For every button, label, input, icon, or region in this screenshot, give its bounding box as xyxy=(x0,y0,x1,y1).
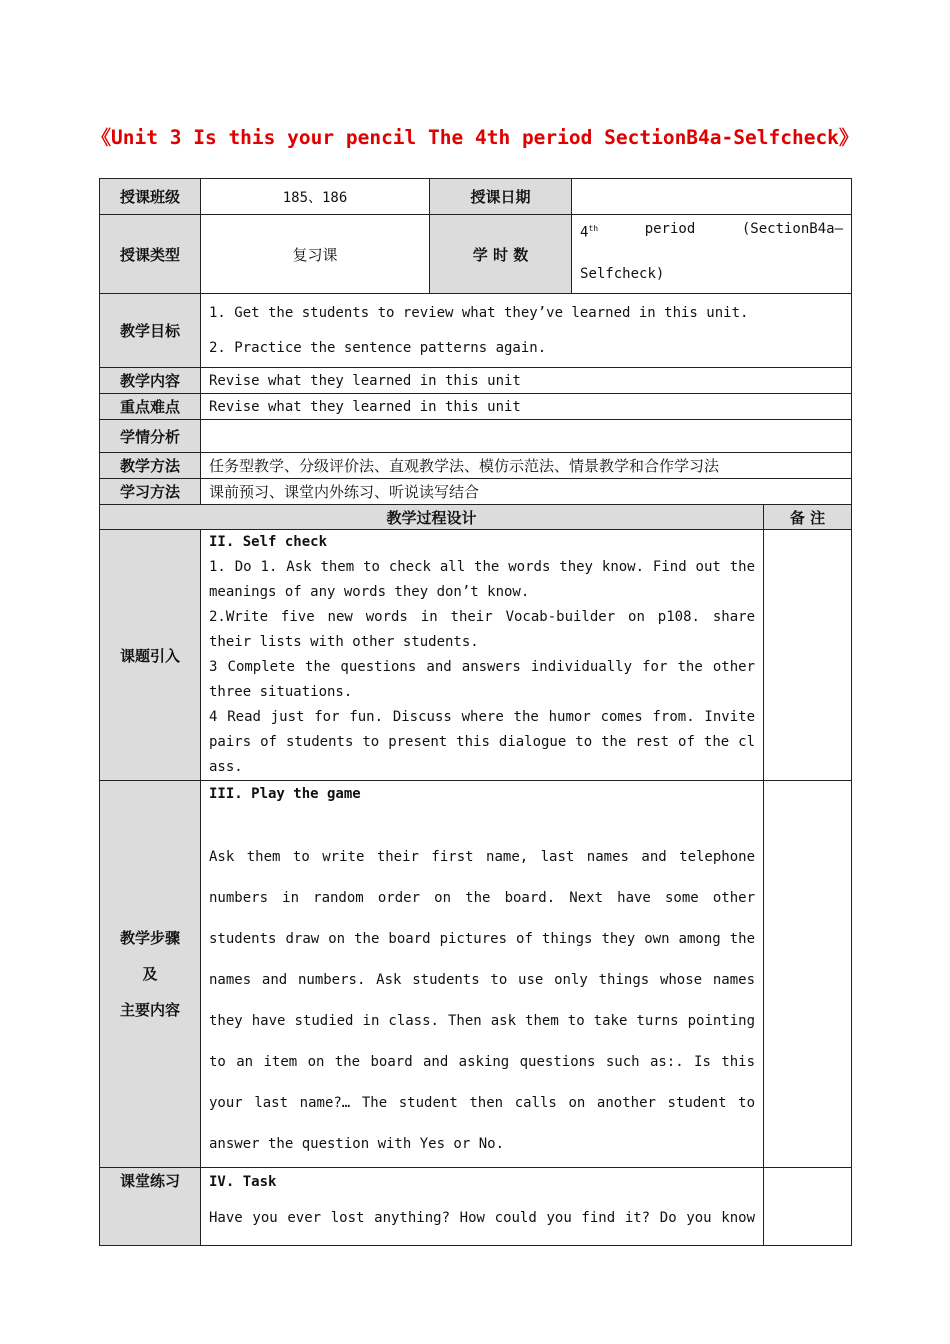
row-teaching-method xyxy=(100,453,852,479)
steps-label xyxy=(100,781,201,1168)
analysis-label: 学情分析 xyxy=(100,420,201,453)
objective-item: 2. Practice the sentence patterns again. xyxy=(209,339,547,356)
date-value xyxy=(572,179,852,215)
steps-label-line: 及 xyxy=(142,965,158,983)
class-label: 授课班级 xyxy=(100,179,201,215)
notes-header: 备 注 xyxy=(764,505,852,530)
content-label: 教学内容 xyxy=(100,368,201,394)
hours-line-1 xyxy=(580,219,843,243)
intro-heading: II. Self check xyxy=(209,534,328,550)
steps-paragraph: Ask them to write their first name, last names and telephone numbers in random order on the board. Next have some other students draw on the board pictures of things they own among the names and numbers. Ask students to use only things whose names they have studied in class. Then ask them to take turns pointing to an item on the board and asking questions such as:. Is this your last name?… The student then calls on another student to answer the question with Yes or No. xyxy=(209,849,756,1152)
learning-method-value: 课前预习、课堂内外练习、听说读写结合 xyxy=(201,479,852,505)
hours-suffix: th xyxy=(588,224,599,233)
steps-heading: III. Play the game xyxy=(209,786,361,802)
intro-step: 4 Read just for fun. Discuss where the humor comes from. Invite pairs of students to present this dialogue to the rest of the cl ass. xyxy=(209,709,756,775)
intro-step: 3 Complete the questions and answers individually for the other three situations. xyxy=(209,659,756,700)
intro-notes xyxy=(764,530,852,781)
key-points-value: Revise what they learned in this unit xyxy=(201,394,852,420)
steps-label-line: 教学步骤 xyxy=(119,929,180,947)
row-key-points xyxy=(100,394,852,420)
teaching-method-label: 教学方法 xyxy=(100,453,201,479)
hours-section: (SectionB4a— xyxy=(741,221,844,237)
date-label: 授课日期 xyxy=(430,179,572,215)
teaching-method-value: 任务型教学、分级评价法、直观教学法、模仿示范法、情景教学和合作学习法 xyxy=(201,453,852,479)
hours-word: period xyxy=(644,221,696,237)
class-value: 185、186 xyxy=(201,179,430,215)
objectives-label: 教学目标 xyxy=(100,294,201,368)
steps-label-line: 主要内容 xyxy=(119,1001,180,1019)
hours-number: 4 xyxy=(580,224,589,241)
key-points-label: 重点难点 xyxy=(100,394,201,420)
practice-label: 课堂练习 xyxy=(100,1168,201,1246)
row-steps xyxy=(100,781,852,1168)
row-intro xyxy=(100,530,852,781)
row-process-header xyxy=(100,505,852,530)
analysis-value xyxy=(201,420,852,453)
document-title: 《Unit 3 Is this your pencil The 4th period SectionB4a-Selfcheck》 xyxy=(91,126,859,149)
practice-heading: IV. Task xyxy=(209,1174,277,1190)
intro-step: 1. Do 1. Ask them to check all the words they know. Find out the meanings of any words they don’t know. xyxy=(209,559,756,600)
row-learning-method xyxy=(100,479,852,505)
row-practice xyxy=(100,1168,852,1246)
row-analysis xyxy=(100,420,852,453)
row-content xyxy=(100,368,852,394)
row-objectives xyxy=(100,294,852,368)
intro-content xyxy=(201,530,764,781)
intro-label: 课题引入 xyxy=(100,530,201,781)
objectives-list xyxy=(201,294,852,368)
row-class-date xyxy=(100,179,852,215)
hours-label: 学 时 数 xyxy=(430,215,572,294)
type-value: 复习课 xyxy=(201,215,430,294)
steps-notes xyxy=(764,781,852,1168)
process-header: 教学过程设计 xyxy=(100,505,764,530)
practice-line: Have you ever lost anything? How could you find it? Do you know xyxy=(209,1210,756,1226)
learning-method-label: 学习方法 xyxy=(100,479,201,505)
hours-value xyxy=(572,215,852,294)
hours-ordinal xyxy=(580,219,598,243)
steps-content xyxy=(201,781,764,1168)
hours-line-2: Selfcheck) xyxy=(580,265,665,282)
objective-item: 1. Get the students to review what they’ve learned in this unit. xyxy=(209,304,749,321)
intro-step: 2.Write five new words in their Vocab-builder on p108. share their lists with other students. xyxy=(209,609,756,650)
row-type-hours xyxy=(100,215,852,294)
content-value: Revise what they learned in this unit xyxy=(201,368,852,394)
lesson-plan-table xyxy=(99,178,852,1246)
practice-notes xyxy=(764,1168,852,1246)
type-label: 授课类型 xyxy=(100,215,201,294)
practice-content xyxy=(201,1168,764,1246)
